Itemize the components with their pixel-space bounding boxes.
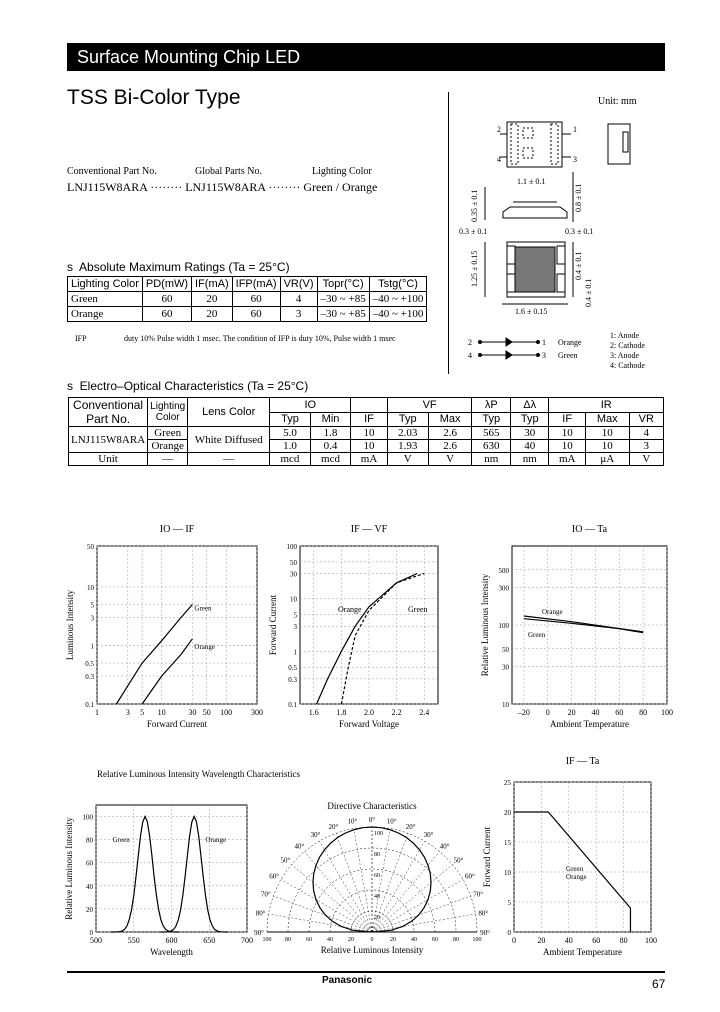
- tick-label: 100: [498, 622, 509, 630]
- x-axis-label: Relative Luminous Intensity: [320, 945, 424, 955]
- angle-label: 80°: [255, 909, 266, 918]
- angle-label: 20°: [328, 822, 339, 831]
- header-lighting: Lighting: [150, 401, 186, 412]
- dim-label: 1.6 ± 0.15: [515, 307, 548, 316]
- plot-frame: [300, 546, 438, 704]
- cell: PD(mW): [142, 277, 191, 292]
- cell: Lens Color: [188, 398, 270, 427]
- polar-spoke: [336, 833, 372, 932]
- legend-label: Orange: [194, 642, 216, 651]
- tick-label: –20: [517, 708, 530, 717]
- angle-label: 30°: [310, 831, 321, 840]
- table-row: [69, 427, 664, 440]
- legend-label: Orange: [338, 605, 362, 614]
- tick-label: 0: [89, 929, 93, 937]
- tick-label: 80: [86, 836, 93, 845]
- cell: —: [148, 453, 188, 466]
- y-axis-label: Relative Luminous Intensity: [480, 573, 490, 677]
- y-axis-label: Relative Luminous Intensity: [64, 817, 74, 920]
- header-part: Part No.: [86, 412, 131, 426]
- cell: V: [387, 453, 428, 466]
- legend-label: Green: [528, 631, 546, 639]
- angle-label: 90°: [480, 929, 490, 937]
- ring-label: 80: [453, 937, 459, 943]
- x-axis-label: Forward Voltage: [339, 719, 399, 729]
- tick-label: 60: [615, 708, 624, 717]
- cell: IF: [351, 412, 387, 427]
- angle-label: 40°: [294, 842, 305, 851]
- chart-title: IF — Ta: [565, 756, 600, 767]
- tick-label: 30: [290, 570, 297, 579]
- pin-num: 4: [497, 155, 501, 164]
- tick-label: 1.6: [308, 708, 319, 717]
- page-subtitle: TSS Bi-Color Type: [67, 86, 241, 109]
- tick-label: 80: [639, 708, 648, 717]
- cell: –40 ~ +100: [369, 292, 427, 307]
- abs-heading: [67, 260, 290, 274]
- tick-label: 2.4: [419, 708, 430, 717]
- tick-label: 1.8: [336, 708, 347, 717]
- cell: 10: [549, 427, 585, 440]
- tick-label: 0: [512, 936, 516, 945]
- pin-green: Green: [558, 351, 578, 360]
- x-axis-label: Wavelength: [150, 947, 193, 957]
- y-axis-label: Forward Current: [482, 826, 492, 888]
- cell: mA: [351, 453, 387, 466]
- polar-spoke: [372, 852, 439, 932]
- tick-label: 5: [90, 601, 94, 610]
- angle-label: 10°: [386, 817, 397, 826]
- cell: nm: [510, 453, 549, 466]
- cell: VF: [387, 398, 472, 413]
- cell: μA: [585, 453, 629, 466]
- eo-table: [68, 397, 664, 466]
- tick-label: 550: [127, 936, 140, 945]
- angle-label: 40°: [439, 842, 450, 851]
- tick-label: 0: [507, 929, 511, 937]
- cell: V: [428, 453, 472, 466]
- cell: [351, 398, 387, 413]
- y-axis-label: Forward Current: [268, 594, 278, 656]
- tick-label: 40: [591, 708, 600, 717]
- angle-label: 0°: [368, 816, 376, 824]
- col-global: Global Parts No.: [195, 166, 262, 177]
- ring-label: 60: [374, 873, 380, 879]
- eo-heading: [67, 379, 308, 393]
- cell: –30 ~ +85: [317, 307, 369, 322]
- tick-label: 650: [203, 936, 216, 945]
- abs-header-row: [68, 277, 427, 292]
- tick-label: 15: [504, 839, 511, 847]
- cell: 2.03: [387, 427, 428, 440]
- series-line-orange: [317, 574, 418, 705]
- tick-label: 700: [241, 936, 253, 945]
- cell: 2.6: [428, 440, 472, 453]
- tick-label: 10: [502, 701, 509, 709]
- cell: IR: [549, 398, 664, 413]
- cell: 30: [510, 427, 549, 440]
- divider: [448, 92, 449, 374]
- tick-label: 40: [86, 882, 93, 891]
- tick-label: 0.3: [85, 673, 94, 682]
- cell: 1.0: [270, 440, 311, 453]
- tick-label: 80: [619, 936, 628, 945]
- cell: 0.4: [310, 440, 351, 453]
- tick-label: 0.1: [85, 701, 94, 709]
- pin-num: 2: [468, 338, 472, 347]
- cell: mcd: [310, 453, 351, 466]
- dim-label: 1.25 ± 0.15: [470, 250, 479, 287]
- ring-label: 100: [262, 937, 272, 943]
- cell: Δλ: [510, 398, 549, 413]
- ring-label: 0: [370, 937, 374, 943]
- angle-label: 30°: [423, 831, 434, 840]
- polar-spoke: [281, 880, 372, 933]
- cell: V: [629, 453, 663, 466]
- tick-label: 100: [220, 708, 233, 717]
- tick-label: 100: [645, 936, 657, 945]
- legend-label: Green: [408, 605, 428, 614]
- ring-label: 20: [374, 915, 380, 921]
- tick-label: 10: [87, 583, 94, 592]
- cell: Unit: [69, 453, 148, 466]
- cell: mcd: [270, 453, 311, 466]
- ring-label: 80: [374, 852, 380, 858]
- legend-label: Orange: [542, 607, 563, 616]
- table-row: [68, 292, 427, 307]
- angle-label: 80°: [478, 909, 489, 918]
- tick-label: 10: [504, 869, 511, 877]
- bullet: s: [67, 379, 73, 393]
- polar-spoke: [372, 865, 452, 932]
- cell: 1.93: [387, 440, 428, 453]
- polar-spoke: [305, 852, 372, 932]
- tick-label: 60: [86, 859, 93, 868]
- tick-label: 20: [567, 708, 576, 717]
- x-axis-label: Forward Current: [146, 719, 208, 729]
- tick-label: 1: [90, 642, 94, 651]
- header-color: Color: [155, 412, 180, 423]
- legend-label: Green: [566, 864, 584, 873]
- cell: Min: [310, 412, 351, 427]
- cell: IFP(mA): [232, 277, 280, 292]
- ring-label: 40: [411, 937, 417, 943]
- cell: 20: [192, 292, 233, 307]
- tick-label: 100: [661, 708, 673, 717]
- cell: Typ: [387, 412, 428, 427]
- cell: 60: [232, 307, 280, 322]
- tick-label: 500: [90, 936, 102, 945]
- abs-table: [67, 276, 427, 322]
- abs-heading-text: Absolute Maximum Ratings (Ta = 25°C): [79, 260, 290, 274]
- plot-frame: [97, 546, 257, 704]
- series-line-green: [341, 574, 424, 705]
- tick-label: 3: [90, 614, 94, 623]
- dim-label: 0.3 ± 0.1: [459, 227, 488, 236]
- tick-label: 25: [504, 779, 511, 787]
- cell: IF: [549, 412, 585, 427]
- x-axis-label: Ambient Temperature: [550, 719, 629, 729]
- legend-label: Orange: [566, 873, 587, 882]
- dim-label: 0.3 ± 0.1: [565, 227, 594, 236]
- angle-label: 70°: [473, 890, 484, 899]
- dim-label: 0.4 ± 0.1: [584, 278, 593, 307]
- angle-label: 20°: [405, 822, 416, 831]
- tick-label: 0: [545, 708, 550, 717]
- cell: Green: [148, 427, 188, 440]
- ring-label: 100: [472, 937, 482, 943]
- tick-label: 0.5: [288, 664, 297, 673]
- tick-label: 20: [86, 905, 93, 914]
- ring-label: 100: [374, 831, 383, 837]
- angle-label: 70°: [260, 890, 271, 899]
- series-line-orange: [142, 639, 192, 704]
- tick-label: 1: [95, 708, 99, 717]
- cell: White Diffused: [188, 427, 270, 453]
- legend-label: Green: [112, 835, 130, 844]
- dim-label: 0.35 ± 0.1: [470, 189, 479, 222]
- tick-label: 60: [592, 936, 601, 945]
- pin-num: 1: [573, 125, 577, 134]
- plot-frame: [96, 805, 247, 932]
- cell: 3: [629, 440, 663, 453]
- tick-label: 100: [286, 543, 297, 551]
- cell: 60: [142, 292, 191, 307]
- cell: 10: [549, 440, 585, 453]
- cell: VR: [629, 412, 663, 427]
- cell: Orange: [148, 440, 188, 453]
- tick-label: 0.5: [85, 660, 94, 669]
- tick-label: 1: [293, 648, 297, 657]
- cell: Max: [428, 412, 472, 427]
- ring-label: 80: [285, 937, 291, 943]
- table-row: [68, 307, 427, 322]
- cell: [148, 398, 188, 427]
- cell: 10: [351, 440, 387, 453]
- dim-label: 1.1 ± 0.1: [517, 177, 546, 186]
- ring-label: 60: [306, 937, 312, 943]
- tick-label: 0.1: [288, 701, 297, 709]
- angle-label: 60°: [464, 872, 475, 881]
- pin-legend-item: 1: Anode: [610, 331, 640, 340]
- cell: 60: [142, 307, 191, 322]
- dim-label: 0.8 ± 0.1: [574, 183, 583, 212]
- cell: 40: [510, 440, 549, 453]
- cell: Typ: [270, 412, 311, 427]
- cell: mA: [549, 453, 585, 466]
- tick-label: 600: [165, 936, 178, 945]
- cell: Tstg(°C): [369, 277, 427, 292]
- tick-label: 30: [502, 663, 509, 672]
- pin-legend-item: 4: Cathode: [610, 361, 645, 370]
- pin-num: 2: [497, 125, 501, 134]
- pin-orange: Orange: [558, 338, 582, 347]
- tick-label: 2.0: [364, 708, 374, 717]
- ring-label: 60: [432, 937, 438, 943]
- cell: 10: [585, 440, 629, 453]
- cell: Orange: [68, 307, 143, 322]
- legend-label: Green: [194, 604, 212, 613]
- cell: [69, 398, 148, 427]
- cell: 10: [351, 427, 387, 440]
- tick-label: 300: [251, 708, 263, 717]
- cell: Topr(°C): [317, 277, 369, 292]
- polar-spoke: [372, 880, 463, 933]
- cell: 4: [280, 292, 317, 307]
- cell: 5.0: [270, 427, 311, 440]
- pin-num: 4: [468, 351, 472, 360]
- cell: —: [188, 453, 270, 466]
- pin-num: 3: [542, 351, 546, 360]
- chart-title: IO — IF: [159, 524, 195, 535]
- unit-label: Unit: mm: [598, 96, 637, 107]
- chart-io-if: [60, 520, 265, 735]
- polar-spoke: [320, 841, 373, 932]
- tick-label: 50: [502, 645, 509, 654]
- col-color: Lighting Color: [312, 166, 372, 177]
- title-banner: Surface Mounting Chip LED: [67, 43, 665, 71]
- cell: 1.8: [310, 427, 351, 440]
- pin-legend: [610, 331, 645, 371]
- chart-title: Directive Characteristics: [327, 801, 417, 811]
- pin-num: 1: [542, 338, 546, 347]
- tick-label: 3: [125, 708, 130, 717]
- tick-label: 5: [140, 708, 145, 717]
- header-conv: Conventional: [73, 398, 144, 412]
- dim-label: 0.4 ± 0.1: [574, 251, 583, 280]
- table-row: [69, 453, 664, 466]
- cell: 630: [472, 440, 511, 453]
- col-conventional: Conventional Part No.: [67, 166, 157, 177]
- cell: –40 ~ +100: [369, 307, 427, 322]
- cell: nm: [472, 453, 511, 466]
- brand-logo: Panasonic: [322, 975, 373, 986]
- cell: LNJ115W8ARA: [69, 427, 148, 453]
- legend-label: Orange: [205, 835, 227, 844]
- tick-label: 10: [290, 595, 297, 604]
- angle-label: 10°: [347, 817, 358, 826]
- cell: 20: [192, 307, 233, 322]
- tick-label: 5: [293, 611, 297, 620]
- ring-label: 40: [327, 937, 333, 943]
- series-line-green: [111, 817, 179, 933]
- cell: IF(mA): [192, 277, 233, 292]
- angle-label: 60°: [269, 872, 280, 881]
- series-line-derating: [514, 812, 630, 908]
- pin-num: 3: [573, 155, 577, 164]
- chart-io-ta: [472, 520, 672, 735]
- chart-if-ta: [476, 752, 666, 960]
- cell: 565: [472, 427, 511, 440]
- tick-label: 50: [202, 708, 211, 717]
- cell: 60: [232, 292, 280, 307]
- cell: Typ: [472, 412, 511, 427]
- cell: 3: [280, 307, 317, 322]
- chart-title: IO — Ta: [571, 524, 608, 535]
- polar-spoke: [292, 865, 372, 932]
- cell: 4: [629, 427, 663, 440]
- angle-label: 50°: [453, 856, 464, 865]
- abs-note: duty 10% Pulse width 1 msec. The condition of IFP is duty 10%, Pulse width 1 msec: [124, 334, 396, 343]
- angle-label: 90°: [254, 929, 264, 937]
- cell: λP: [472, 398, 511, 413]
- cell: Max: [585, 412, 629, 427]
- tick-label: 10: [157, 708, 166, 717]
- ring-label: 20: [390, 937, 396, 943]
- ring-label: 20: [348, 937, 354, 943]
- angle-label: 50°: [280, 856, 291, 865]
- tick-label: 3: [293, 623, 297, 632]
- bullet: s: [67, 260, 73, 274]
- table-row: [69, 440, 664, 453]
- tick-label: 20: [504, 809, 511, 817]
- chart-if-vf: [268, 520, 453, 735]
- cell: Green: [68, 292, 143, 307]
- cell: Typ: [510, 412, 549, 427]
- cell: IO: [270, 398, 351, 413]
- eo-heading-text: Electro–Optical Characteristics (Ta = 25°C): [79, 379, 309, 393]
- chart-title: Relative Luminous Intensity Wavelength Characteristics: [97, 769, 301, 779]
- page-number: 67: [652, 977, 666, 991]
- note-symbol: IFP: [75, 334, 87, 343]
- cell: 10: [585, 427, 629, 440]
- cell: Lighting Color: [68, 277, 143, 292]
- eo-header-row: [69, 398, 664, 413]
- tick-label: 300: [498, 584, 509, 593]
- cell: VR(V): [280, 277, 317, 292]
- y-axis-label: Luminous Intensity: [65, 589, 75, 661]
- ring-label: 40: [374, 894, 380, 900]
- pin-legend-item: 3: Anode: [610, 351, 640, 360]
- tick-label: 50: [87, 543, 94, 551]
- tick-label: 500: [498, 566, 509, 575]
- tick-label: 40: [564, 936, 573, 945]
- pin-legend-item: 2: Cathode: [610, 341, 645, 350]
- x-axis-label: Ambient Temperature: [543, 947, 622, 957]
- tick-label: 50: [290, 558, 297, 567]
- tick-label: 100: [82, 813, 93, 822]
- chart-title: IF — VF: [350, 524, 388, 535]
- tick-label: 30: [188, 708, 197, 717]
- tick-label: 2.2: [391, 708, 402, 717]
- footer-rule: [67, 971, 665, 973]
- tick-label: 5: [507, 899, 511, 907]
- tick-label: 20: [537, 936, 546, 945]
- series-line-orange: [160, 817, 228, 933]
- tick-label: 0.3: [288, 675, 297, 684]
- parts-row: LNJ115W8ARA ········ LNJ115W8ARA ········ Green / Orange: [67, 180, 378, 194]
- cell: 2.6: [428, 427, 472, 440]
- cell: –30 ~ +85: [317, 292, 369, 307]
